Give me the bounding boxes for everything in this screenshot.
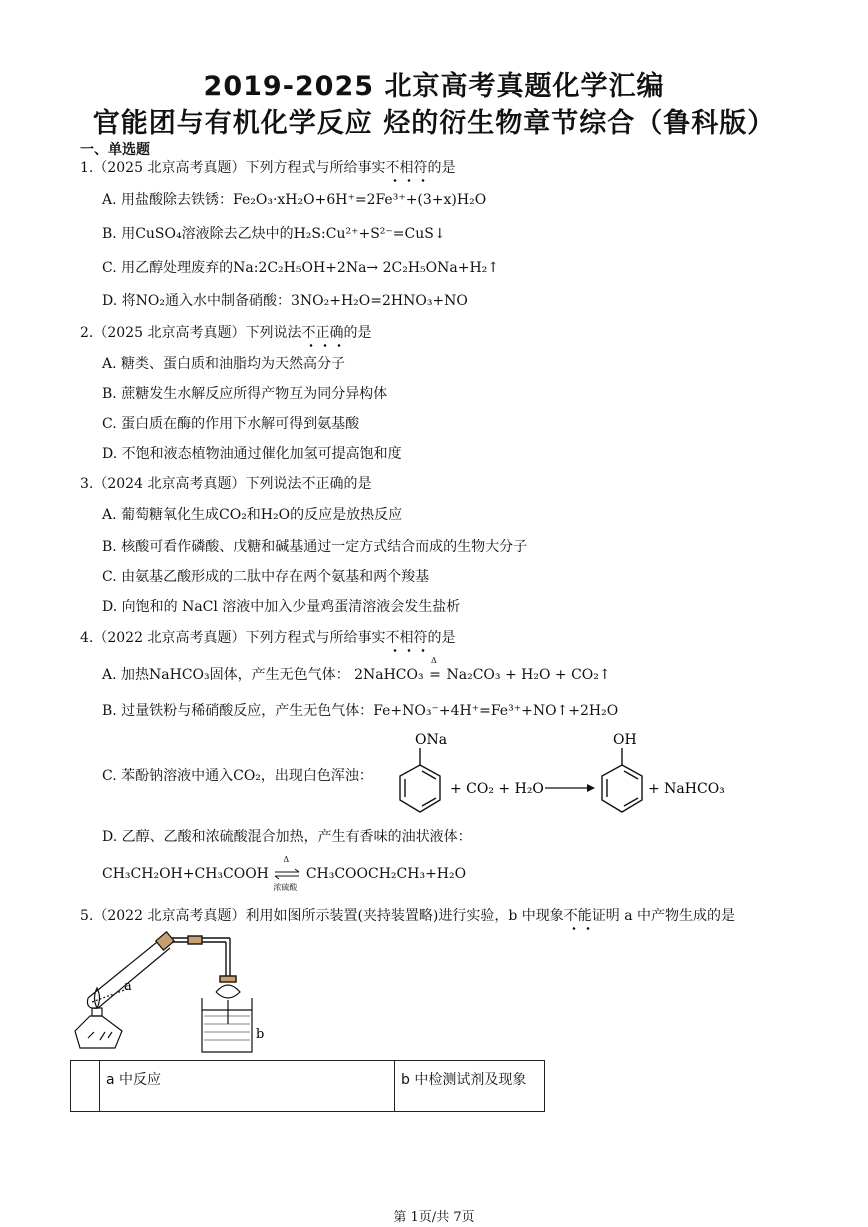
phenoxide-reaction-diagram <box>395 728 725 828</box>
q2-option-b: B. 蔗糖发生水解反应所得产物互为同分异构体 <box>102 386 388 402</box>
q3-option-b: B. 核酸可看作磷酸、戊糖和碱基通过一定方式结合而成的生物大分子 <box>102 539 528 555</box>
substituent-label-1: ONa <box>415 732 448 748</box>
equation: Fe₂O₃·xH₂O+6H⁺=2Fe³⁺+(3+x)H₂O <box>233 192 487 208</box>
equation: 2C₂H₅OH+2Na→ 2C₂H₅ONa+H₂↑ <box>258 260 500 276</box>
apparatus-diagram <box>70 928 270 1058</box>
option-text: A. 用盐酸除去铁锈： <box>102 192 234 208</box>
title-line-1: 2019-2025 北京高考真题化学汇编 <box>203 71 665 102</box>
benzene-ring-1 <box>400 748 440 812</box>
question-source: （2024 北京高考真题） <box>93 476 246 492</box>
stem-text: 下列方程式与所给事实 <box>245 630 386 646</box>
title-line-2: 官能团与有机化学反应 烃的衍生物章节综合（鲁科版） <box>92 108 776 139</box>
q4-option-c: C. 苯酚钠溶液中通入CO₂，出现白色浑浊： <box>102 768 373 784</box>
q2-option-a: A. 糖类、蛋白质和油脂均为天然高分子 <box>102 356 346 372</box>
question-source: （2025 北京高考真题） <box>93 160 246 176</box>
question-source: （2025 北京高考真题） <box>93 325 246 341</box>
stem-text: 的是 <box>427 160 456 176</box>
arrow-head <box>587 784 595 792</box>
catalyst-label: 浓硫酸 <box>273 883 298 892</box>
question-1 <box>80 157 455 177</box>
table-header-b: b 中检测试剂及现象 <box>395 1061 545 1112</box>
q3-option-a: A. 葡萄糖氧化生成CO₂和H₂O的反应是放热反应 <box>102 507 403 523</box>
question-number: 4. <box>80 630 94 646</box>
q2-option-c: C. 蛋白质在酶的作用下水解可得到氨基酸 <box>102 416 360 432</box>
emphasis-dotted: 不能 <box>563 908 592 924</box>
question-5 <box>80 905 735 925</box>
stem-text: 的是 <box>343 325 372 341</box>
question-number: 3. <box>80 476 94 492</box>
beaker <box>202 985 252 1052</box>
stem-text: 证明 a 中产物生成的是 <box>591 908 736 924</box>
option-text: B. 过量铁粉与稀硝酸反应，产生无色气体： <box>102 703 374 719</box>
delivery-tube <box>172 936 236 982</box>
emphasis-dotted: 不正确 <box>301 325 344 341</box>
option-text: A. 加热NaHCO₃固体，产生无色气体： <box>102 667 350 683</box>
table-header-a: a 中反应 <box>100 1061 395 1112</box>
equilibrium-arrows-icon <box>273 867 301 881</box>
section-heading: 一、单选题 <box>80 142 150 158</box>
q1-option-c <box>102 257 499 277</box>
heat-equals-sign: Δ = <box>429 656 441 683</box>
test-tube <box>87 932 174 1008</box>
question-4 <box>80 627 455 647</box>
substituent-label-2: OH <box>613 732 637 748</box>
heat-condition: Δ <box>431 656 437 665</box>
q1-option-b <box>102 223 446 243</box>
alcohol-lamp <box>75 988 122 1048</box>
label-b: b <box>256 1027 265 1042</box>
question-source: （2022 北京高考真题） <box>93 630 246 646</box>
equation-right: Na₂CO₃ + H₂O + CO₂↑ <box>446 667 611 683</box>
reversible-arrow <box>273 855 301 892</box>
emphasis-dotted: 不相符 <box>385 630 428 646</box>
equation: Fe+NO₃⁻+4H⁺=Fe³⁺+NO↑+2H₂O <box>373 703 619 719</box>
question-source: （2022 北京高考真题） <box>93 908 246 924</box>
question-3 <box>80 473 371 493</box>
heat-condition: Δ <box>283 855 290 864</box>
q3-option-d: D. 向饱和的 NaCl 溶液中加入少量鸡蛋清溶液会发生盐析 <box>102 599 461 615</box>
question-number: 1. <box>80 160 94 176</box>
label-a: a <box>124 979 132 994</box>
question-number: 2. <box>80 325 94 341</box>
stem-text: 的是 <box>427 630 456 646</box>
answer-table <box>70 1060 545 1112</box>
stem-text: 利用如图所示装置(夹持装置略)进行实验，b 中现象 <box>245 908 564 924</box>
equation-left: CH₃CH₂OH+CH₃COOH <box>102 866 269 882</box>
q4-option-b <box>102 700 618 720</box>
option-text: D. 将NO₂通入水中制备硝酸： <box>102 293 291 309</box>
q1-option-d <box>102 290 468 310</box>
option-text: C. 用乙醇处理废弃的Na: <box>102 260 259 276</box>
option-text: B. 用CuSO₄溶液除去乙炔中的H₂S: <box>102 226 326 242</box>
page-footer: 第 1页/共 7页 <box>393 1210 475 1225</box>
q2-option-d: D. 不饱和液态植物油通过催化加氢可提高饱和度 <box>102 446 402 462</box>
equation: Cu²⁺+S²⁻=CuS↓ <box>325 226 446 242</box>
equation: 3NO₂+H₂O=2HNO₃+NO <box>290 293 468 309</box>
products-text: + NaHCO₃ <box>648 781 725 797</box>
equation-left: 2NaHCO₃ <box>354 667 424 683</box>
stem-text: 下列说法 <box>245 325 302 341</box>
q4-option-a <box>102 656 611 684</box>
question-2 <box>80 322 371 342</box>
question-number: 5. <box>80 908 94 924</box>
q3-option-c: C. 由氨基乙酸形成的二肽中存在两个氨基和两个羧基 <box>102 569 430 585</box>
benzene-ring-2 <box>602 748 642 812</box>
table-row <box>71 1061 545 1112</box>
emphasis-dotted: 不相符 <box>385 160 428 176</box>
q1-option-a <box>102 189 486 209</box>
table-cell-index <box>71 1061 100 1112</box>
reactants-text: + CO₂ + H₂O <box>450 781 544 797</box>
q4-option-d: D. 乙醇、乙酸和浓硫酸混合加热，产生有香味的油状液体： <box>102 829 472 845</box>
stem-text: 下列方程式与所给事实 <box>245 160 386 176</box>
stem-text: 下列说法不正确的是 <box>245 476 372 492</box>
q4-option-d-equation <box>102 855 467 892</box>
equation-right: CH₃COOCH₂CH₃+H₂O <box>305 866 467 882</box>
